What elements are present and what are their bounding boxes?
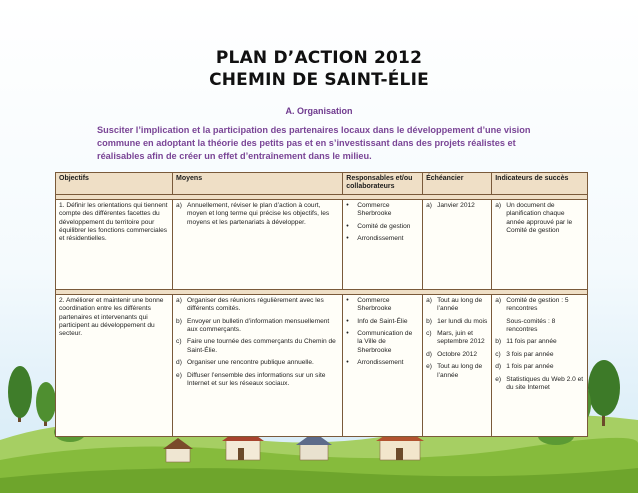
list-item: c) 3 fois par année (495, 350, 554, 358)
table-row (56, 294, 588, 436)
list-item: Sous-comités : 8 rencontres (506, 317, 556, 334)
list-item: a) Tout au long de l’année (426, 296, 483, 313)
list-item: d) Organiser une rencontre publique annuelle. (176, 359, 314, 367)
indicators-cell (492, 294, 588, 436)
list-item: d) Octobre 2012 (426, 350, 478, 358)
objective-cell: 1. Définir les orientations qui tiennent compte des différentes facettes du développement du territoire pour équilibrer les fonctions commerciales et résidentielles. (56, 199, 173, 289)
page-title-line1: PLAN D’ACTION 2012 (215, 48, 423, 68)
list-item: b) 1er lundi du mois (426, 317, 488, 325)
list-item: a) Janvier 2012 (426, 201, 475, 209)
header-indicateurs: Indicateurs de succès (492, 173, 588, 195)
header-echeancier: Échéancier (423, 173, 492, 195)
section-heading: A. Organisation (285, 106, 353, 116)
header-objectifs: Objectifs (56, 173, 173, 195)
list-item: • Arrondissement (346, 359, 404, 367)
list-item: a) Un document de planification chaque année approuvé par le Comité de gestion (495, 201, 573, 235)
list-item: e) Statistiques du Web 2.0 et du site Internet (495, 375, 584, 392)
list-item: a) Comité de gestion : 5 rencontres (495, 296, 569, 313)
action-plan-table (55, 172, 588, 437)
list-item: c) Faire une tournée des commerçants du Chemin de Saint-Élie. (176, 338, 336, 354)
list-item: • Commerce Sherbrooke (346, 201, 392, 218)
list-item: b) 11 fois par année (495, 338, 557, 346)
means-cell (173, 294, 343, 436)
page-title-line2: CHEMIN DE SAINT-ÉLIE (209, 70, 429, 90)
list-item: a) Annuellement, réviser le plan d’action à court, moyen et long terme qui précise les objectifs, les moyens et les partenariats à développer. (176, 201, 330, 226)
responsibles-cell (343, 294, 423, 436)
schedule-cell (423, 199, 492, 289)
list-item: c) Mars, juin et septembre 2012 (426, 330, 485, 346)
list-item: a) Organiser des réunions régulièrement avec les différents comités. (176, 296, 324, 313)
list-item: • Communication de la Ville de Sherbrooke (346, 330, 413, 354)
list-item: • Info de Saint-Élie (346, 317, 408, 325)
objective-cell: 2. Améliorer et maintenir une bonne coordination entre les différents partenaires et intervenants qui participent au développement du secteur. (56, 294, 173, 436)
list-item: • Comité de gestion (346, 222, 411, 230)
intro-paragraph: Susciter l’implication et la participation des partenaires locaux dans le développement d’une vision commune en adoptant la théorie des petits pas et en s’investissant dans des projets réalistes et réalisables afin de créer un effet d’entraînement dans le milieu. (97, 125, 531, 161)
schedule-cell (423, 294, 492, 436)
list-item: d) 1 fois par année (495, 363, 554, 371)
responsibles-cell (343, 199, 423, 289)
list-item: b) Envoyer un bulletin d’information mensuellement aux commerçants. (176, 317, 330, 334)
list-item: • Commerce Sherbrooke (346, 296, 392, 313)
indicators-cell (492, 199, 588, 289)
header-responsables: Responsables et/ou collaborateurs (343, 173, 423, 195)
header-moyens: Moyens (173, 173, 343, 195)
list-item: e) Diffuser l’ensemble des informations sur un site Internet et sur les réseaux sociaux. (176, 371, 326, 388)
list-item: • Arrondissement (346, 235, 404, 243)
table-row (56, 199, 588, 289)
means-cell (173, 199, 343, 289)
list-item: e) Tout au long de l’année (426, 363, 483, 379)
table-header-row (56, 173, 588, 195)
